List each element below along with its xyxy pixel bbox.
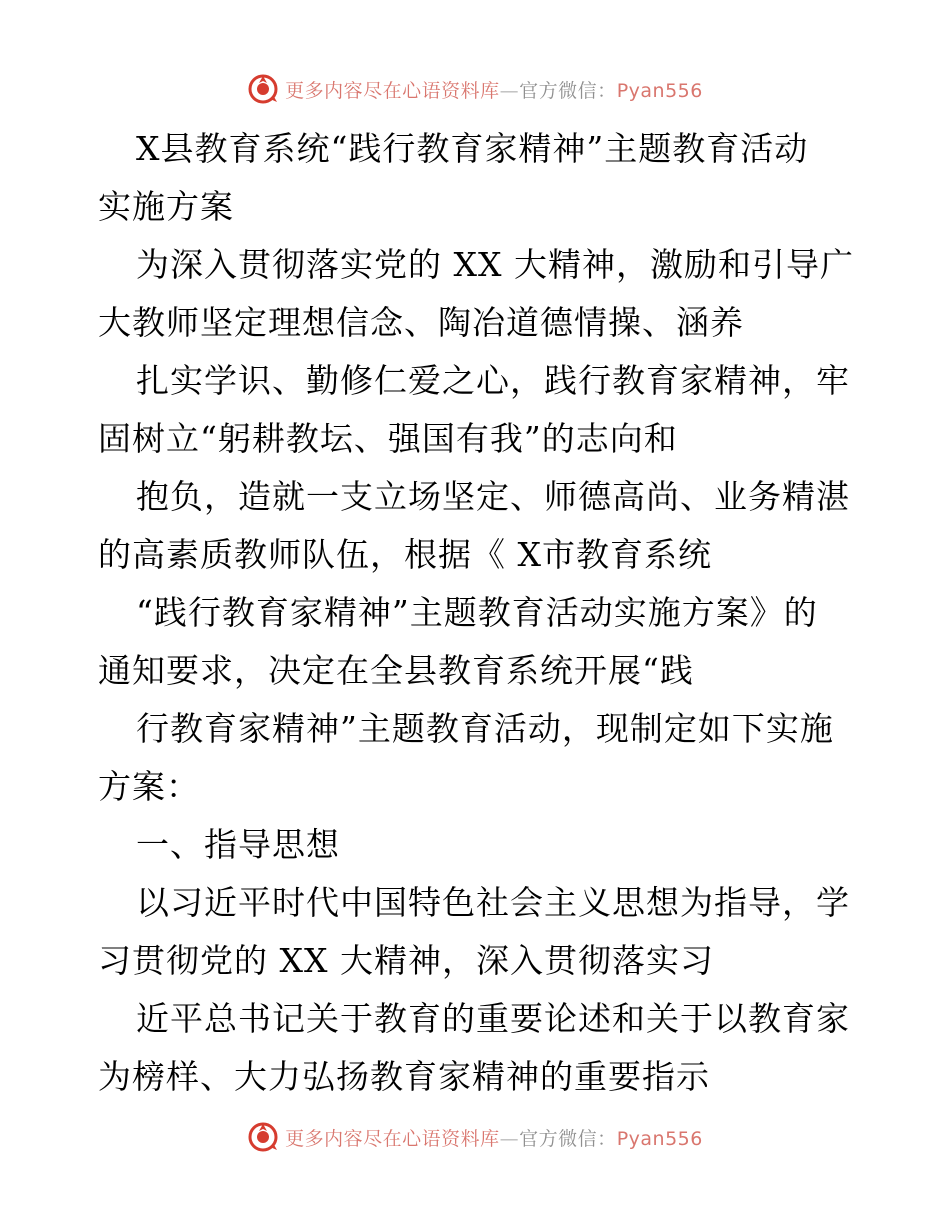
paragraph-line: 以习近平时代中国特色社会主义思想为指导，学 (136, 883, 850, 922)
watermark-wechat-id: Pyan556 (616, 1127, 703, 1150)
paragraph-line: 方案： (98, 767, 200, 806)
watermark-wechat-id: Pyan556 (616, 79, 703, 102)
brand-logo-icon (247, 73, 279, 105)
watermark-text (285, 1124, 703, 1151)
paragraph-line: “践行教育家精神”主题教育活动实施方案》的 (136, 593, 818, 632)
watermark-text (285, 76, 703, 103)
header-watermark (0, 72, 950, 106)
paragraph-line: 固树立“躬耕教坛、强国有我”的志向和 (98, 419, 678, 458)
brand-logo-icon (247, 1121, 279, 1153)
footer-watermark (0, 1120, 950, 1154)
paragraph-line: 大教师坚定理想信念、陶冶道德情操、涵养 (98, 303, 744, 342)
paragraph-line: 习贯彻党的 XX 大精神，深入贯彻落实习 (98, 941, 714, 980)
section-heading: 一、指导思想 (136, 825, 340, 864)
watermark-brand: 更多内容尽在心语资料库 (285, 79, 500, 102)
paragraph-line: 行教育家精神”主题教育活动，现制定如下实施 (136, 709, 834, 748)
paragraph-line: 为榜样、大力弘扬教育家精神的重要指示 (98, 1057, 710, 1096)
paragraph-line: 近平总书记关于教育的重要论述和关于以教育家 (136, 999, 850, 1038)
paragraph-line: 的高素质教师队伍，根据《 X市教育系统 (98, 535, 712, 574)
paragraph-line: 抱负，造就一支立场坚定、师德高尚、业务精湛 (136, 477, 850, 516)
paragraph-line: 扎实学识、勤修仁爱之心，践行教育家精神，牢 (136, 361, 850, 400)
watermark-separator: — (499, 1127, 520, 1150)
document-title-line-1: X县教育系统“践行教育家精神”主题教育活动 (136, 129, 809, 168)
watermark-brand: 更多内容尽在心语资料库 (285, 1127, 500, 1150)
paragraph-line: 通知要求，决定在全县教育系统开展“践 (98, 651, 694, 690)
watermark-official-label: 官方微信： (519, 1127, 617, 1150)
watermark-official-label: 官方微信： (519, 79, 617, 102)
document-body (98, 120, 858, 1106)
watermark-separator: — (499, 79, 520, 102)
paragraph-line: 为深入贯彻落实党的 XX 大精神，激励和引导广 (136, 245, 854, 284)
document-title-line-2: 实施方案 (98, 187, 234, 226)
